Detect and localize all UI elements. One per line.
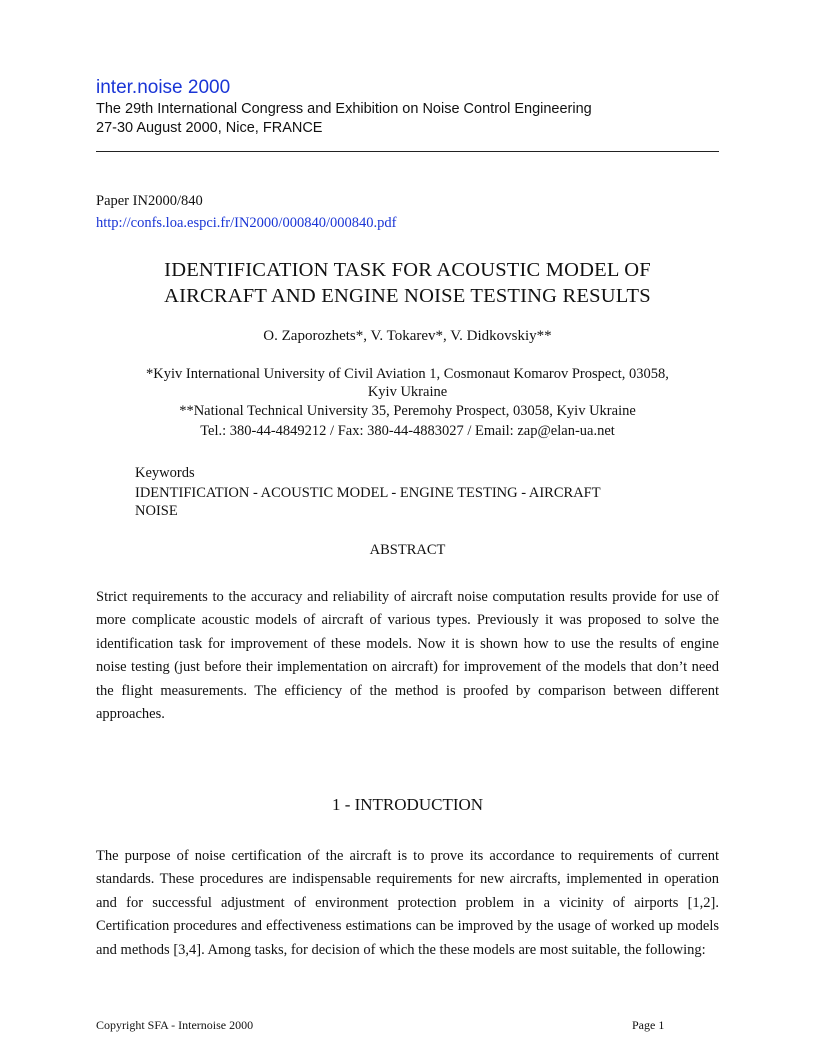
contact-info: Tel.: 380-44-4849212 / Fax: 380-44-4883027 / Email: zap@elan-ua.net	[200, 423, 615, 439]
congress-title: The 29th International Congress and Exhibition on Noise Control Engineering	[96, 101, 592, 117]
paper-title-line-2: AIRCRAFT AND ENGINE NOISE TESTING RESULTS	[164, 285, 651, 307]
header-divider	[96, 151, 719, 152]
conference-dates: 27-30 August 2000, Nice, FRANCE	[96, 120, 323, 136]
abstract-text: Strict requirements to the accuracy and reliability of aircraft noise computation results provide for use of more complicate acoustic models of aircraft of various types. Previously it was proposed to solve the identification task for improvement of these models. Now it is shown how to use the results of engine noise testing (just before their implementation on aircraft) for improvement of the models that don’t need the flight measurements. The efficiency of the method is proofed by comparison between different approaches.	[96, 589, 719, 723]
affiliation-1-line-2: Kyiv Ukraine	[367, 384, 448, 400]
affiliation-2: **National Technical University 35, Peremohy Prospect, 03058, Kyiv Ukraine	[179, 403, 636, 419]
footer-page-number: Page 1	[632, 1018, 665, 1032]
conference-name: inter.noise 2000	[96, 77, 231, 98]
abstract-heading: ABSTRACT	[369, 542, 446, 558]
paper-url-link[interactable]: http://confs.loa.espci.fr/IN2000/000840/000840.pdf	[96, 215, 397, 231]
keywords-line-2: NOISE	[135, 503, 178, 519]
introduction-heading: 1 - INTRODUCTION	[331, 795, 484, 814]
footer-copyright: Copyright SFA - Internoise 2000	[96, 1018, 254, 1032]
authors: O. Zaporozhets*, V. Tokarev*, V. Didkovskiy**	[263, 328, 552, 344]
keywords-label: Keywords	[135, 465, 195, 481]
paper-id: Paper IN2000/840	[96, 193, 203, 209]
keywords-line-1: IDENTIFICATION - ACOUSTIC MODEL - ENGINE TESTING - AIRCRAFT	[135, 485, 601, 501]
introduction-text: The purpose of noise certification of the aircraft is to prove its accordance to requirements of current standards. These procedures are indispensable requirements for new aircrafts, implemented in operation and for successful adjustment of environment protection problem in a vicinity of airports [1,2]. Certification procedures and effectiveness estimations can be improved by the usage of worked up models and methods [3,4]. Among tasks, for decision of which the these models are most suitable, the following:	[96, 848, 719, 958]
affiliation-1-line-1: *Kyiv International University of Civil Aviation 1, Cosmonaut Komarov Prospect, 03058,	[146, 366, 669, 382]
paper-title-line-1: IDENTIFICATION TASK FOR ACOUSTIC MODEL OF	[164, 259, 651, 281]
